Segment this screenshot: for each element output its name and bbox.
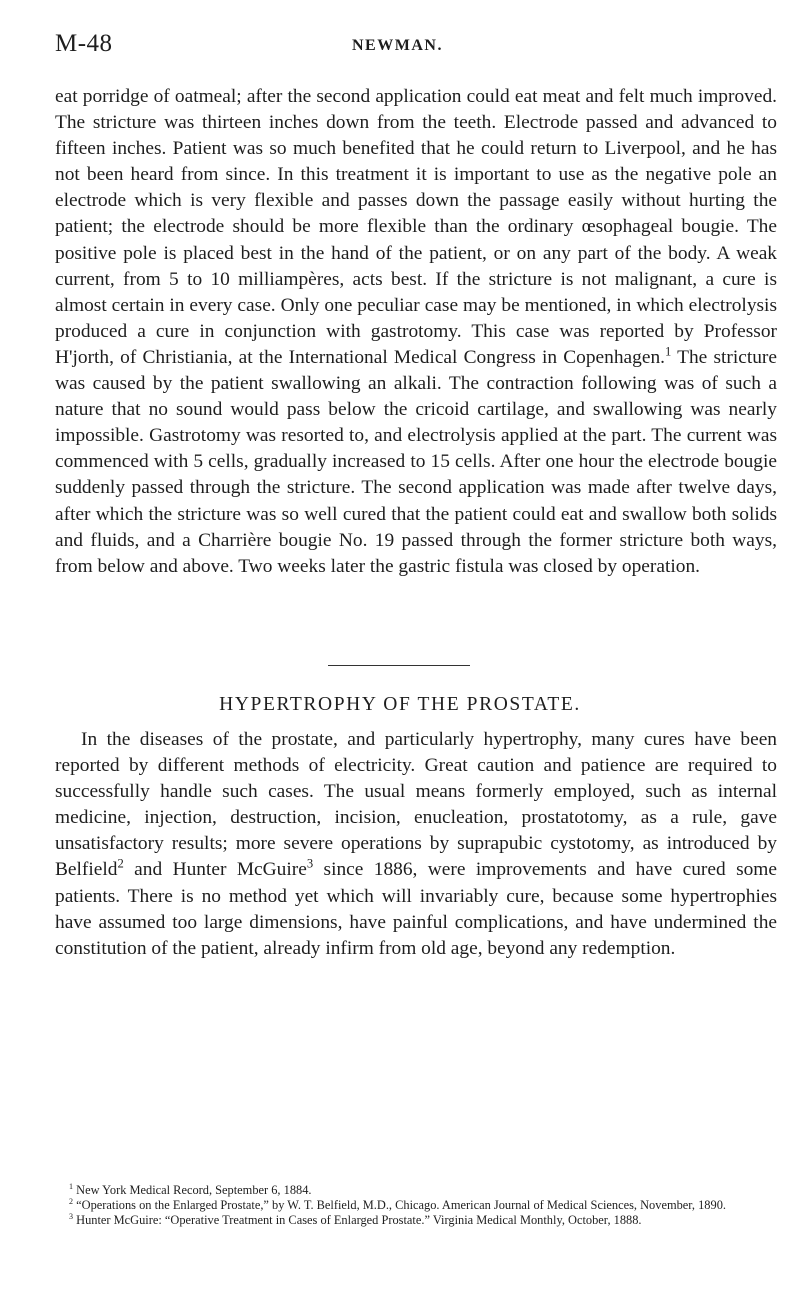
footnote-1-text: New York Medical Record, September 6, 1884.	[73, 1183, 312, 1197]
footnote-2-mark: 2	[69, 1196, 74, 1206]
footnote-3	[55, 1213, 777, 1228]
footnote-3-mark: 3	[69, 1211, 74, 1221]
footnotes	[55, 1183, 777, 1228]
footnote-3-text: Hunter McGuire: “Operative Treatment in Cases of Enlarged Prostate.” Virginia Medical Monthly, October, 1888.	[73, 1213, 642, 1227]
running-head	[55, 30, 775, 64]
page-number: M-48	[55, 30, 113, 57]
section-divider	[328, 665, 470, 666]
footnote-1-mark: 1	[69, 1181, 74, 1191]
footnote-1	[55, 1183, 777, 1198]
paragraph-2-text-a: In the diseases of the prostate, and particularly hypertrophy, many cures have been reported by different methods of electricity. Great caution and patience are required to successfully handle such cases. The usual means formerly employed, such as internal medicine, injection, destruction, incision, enucleation, prostatotomy, as a rule, gave unsatisfactory results; more severe operations by suprapubic cystotomy, as introduced by Belfield	[55, 729, 777, 881]
footnote-ref-3: 3	[306, 857, 314, 871]
paragraph-2-text-b: and Hunter McGuire	[123, 859, 307, 881]
paragraph-prostate	[55, 727, 777, 962]
paragraph-electrolysis-stricture	[55, 84, 777, 580]
paragraph-1-text: eat porridge of oatmeal; after the second application could eat meat and felt much improved. The stricture was thirteen inches down from the teeth. Electrode passed and advanced to fifteen inches. Patient was so much benefited that he could return to Liverpool, and he has not been heard from since. In this treatment it is important to use as the negative pole an electrode which is very flexible and passes down the passage easily without hurting the patient; the electrode should be more flexible than the ordinary œsophageal bougie. The positive pole is placed best in the hand of the patient, or on any part of the body. A weak current, from 5 to 10 milliampères, acts best. If the stricture is not malignant, a cure is almost certain in every case. Only one peculiar case may be mentioned, in which electrolysis produced a cure in conjunction with gastrotomy. This case was reported by Professor H'jorth, of Christiania, at the International Medical Congress in Copenhagen.	[55, 86, 777, 368]
footnote-ref-1: 1	[665, 344, 672, 359]
paragraph-2-text-c: since 1886, were improvements and have cured some patients. There is no method yet which will invariably cure, because some hypertrophies have assumed too large dimensions, have painful complications, and have undermined the constitution of the patient, already infirm from old age, beyond any redemption.	[55, 859, 777, 959]
running-title: NEWMAN.	[352, 37, 443, 54]
footnote-ref-2: 2	[117, 857, 124, 871]
footnote-2	[55, 1198, 777, 1213]
footnote-2-text: “Operations on the Enlarged Prostate,” by W. T. Belfield, M.D., Chicago. American Journal of Medical Sciences, November, 1890.	[73, 1198, 726, 1212]
section-heading: HYPERTROPHY OF THE PROSTATE.	[219, 694, 581, 715]
paragraph-1-text-continued: The stricture was caused by the patient swallowing an alkali. The contraction following was of such a nature that no sound would pass below the cricoid cartilage, and swallowing was nearly impossible. Gastrotomy was resorted to, and electrolysis applied at the part. The current was commenced with 5 cells, gradually increased to 15 cells. After one hour the electrode bougie suddenly passed through the stricture. The second application was made after twelve days, after which the stricture was so well cured that the patient could eat and swallow both solids and fluids, and a Charrière bougie No. 19 passed through the former stricture both ways, from below and above. Two weeks later the gastric fistula was closed by operation.	[55, 346, 777, 577]
